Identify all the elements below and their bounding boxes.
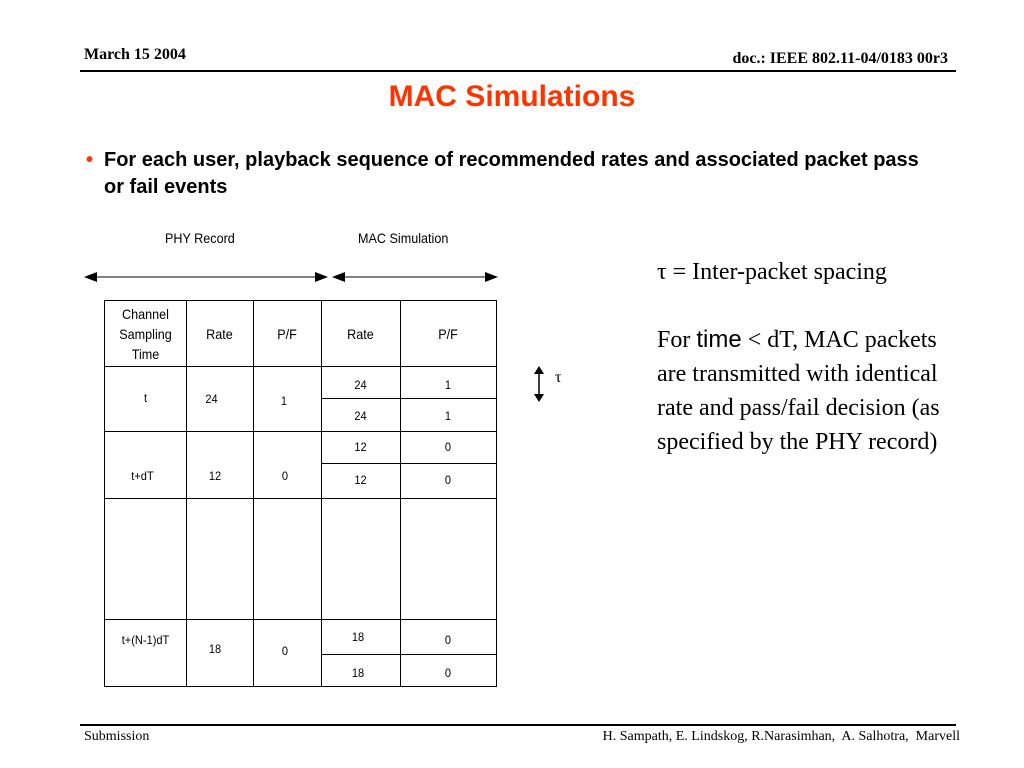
row3-phy-pf: 0 xyxy=(281,644,289,658)
row2-mac-pf-b: 0 xyxy=(444,473,452,487)
phy-span-arrow xyxy=(84,272,328,282)
row1-mac-rate-a: 24 xyxy=(354,378,367,392)
row2-time: t+dT xyxy=(131,469,154,483)
row2-mac-rate-b: 12 xyxy=(354,473,367,487)
row2-mac-rate-a: 12 xyxy=(354,440,367,454)
time-word: time xyxy=(696,326,742,353)
footer-authors: H. Sampath, E. Lindskog, R.Narasimhan, A. Salhotra, Marvell xyxy=(602,729,960,744)
row1-phy-pf: 1 xyxy=(280,394,288,408)
row3-mac-rate-a: 18 xyxy=(351,630,365,644)
tau-symbol: τ xyxy=(555,369,562,386)
row1-mac-rate-b: 24 xyxy=(354,409,367,423)
footer-submission: Submission xyxy=(84,729,150,744)
explanation-text xyxy=(657,255,957,459)
row2-mac-pf-a: 0 xyxy=(444,440,452,454)
header-doc-id: doc.: IEEE 802.11-04/0183 00r3 xyxy=(732,50,948,67)
row1-mac-pf-a: 1 xyxy=(444,378,452,392)
row2-phy-pf: 0 xyxy=(281,469,289,483)
row2-phy-rate: 12 xyxy=(208,469,222,483)
mac-span-arrow xyxy=(332,272,498,282)
row1-time: t xyxy=(143,391,148,405)
col-divider xyxy=(400,301,401,686)
row3-phy-rate: 18 xyxy=(208,642,222,656)
row3-mac-pf-a: 0 xyxy=(444,633,452,647)
row3-time: t+(N-1)dT xyxy=(121,633,170,647)
col-divider xyxy=(253,301,254,686)
mac-simulation-label: MAC Simulation xyxy=(358,230,449,246)
span-arrows xyxy=(80,265,510,289)
mac-subrow-divider xyxy=(321,463,496,464)
tau-definition: τ = Inter-packet spacing xyxy=(657,259,887,285)
bullet-text: For each user, playback sequence of recommended rates and associated packet pass or fail events xyxy=(104,149,919,198)
row3-mac-rate-b: 18 xyxy=(351,666,365,680)
explanation-paragraph: For time < dT, MAC packets are transmitted with identical rate and pass/fail decision (as specified by the PHY record) xyxy=(657,326,940,455)
row-divider xyxy=(105,366,496,367)
footer-rule xyxy=(80,724,956,726)
slide-title: MAC Simulations xyxy=(388,80,636,113)
mac-subrow-divider xyxy=(321,654,496,655)
col-divider xyxy=(321,301,322,686)
header-phy-rate: Rate xyxy=(206,326,233,342)
simulation-table xyxy=(104,300,497,687)
col-divider xyxy=(186,301,187,686)
row1-mac-pf-b: 1 xyxy=(444,409,452,423)
row3-mac-pf-b: 0 xyxy=(444,666,452,680)
bullet-marker: • xyxy=(86,149,94,171)
row-divider xyxy=(105,619,496,620)
phy-record-label: PHY Record xyxy=(165,230,235,246)
row-divider xyxy=(105,498,496,499)
tau-double-arrow-icon xyxy=(531,366,547,402)
header-phy-pf: P/F xyxy=(277,326,297,342)
header-channel-sampling-time: Channel Sampling Time xyxy=(119,306,172,362)
row1-phy-rate: 24 xyxy=(205,392,218,406)
header-date: March 15 2004 xyxy=(84,46,186,63)
header-rule xyxy=(80,70,956,72)
row-divider xyxy=(105,431,496,432)
header-mac-pf: P/F xyxy=(438,326,458,342)
header-mac-rate: Rate xyxy=(347,326,374,342)
mac-subrow-divider xyxy=(321,398,496,399)
